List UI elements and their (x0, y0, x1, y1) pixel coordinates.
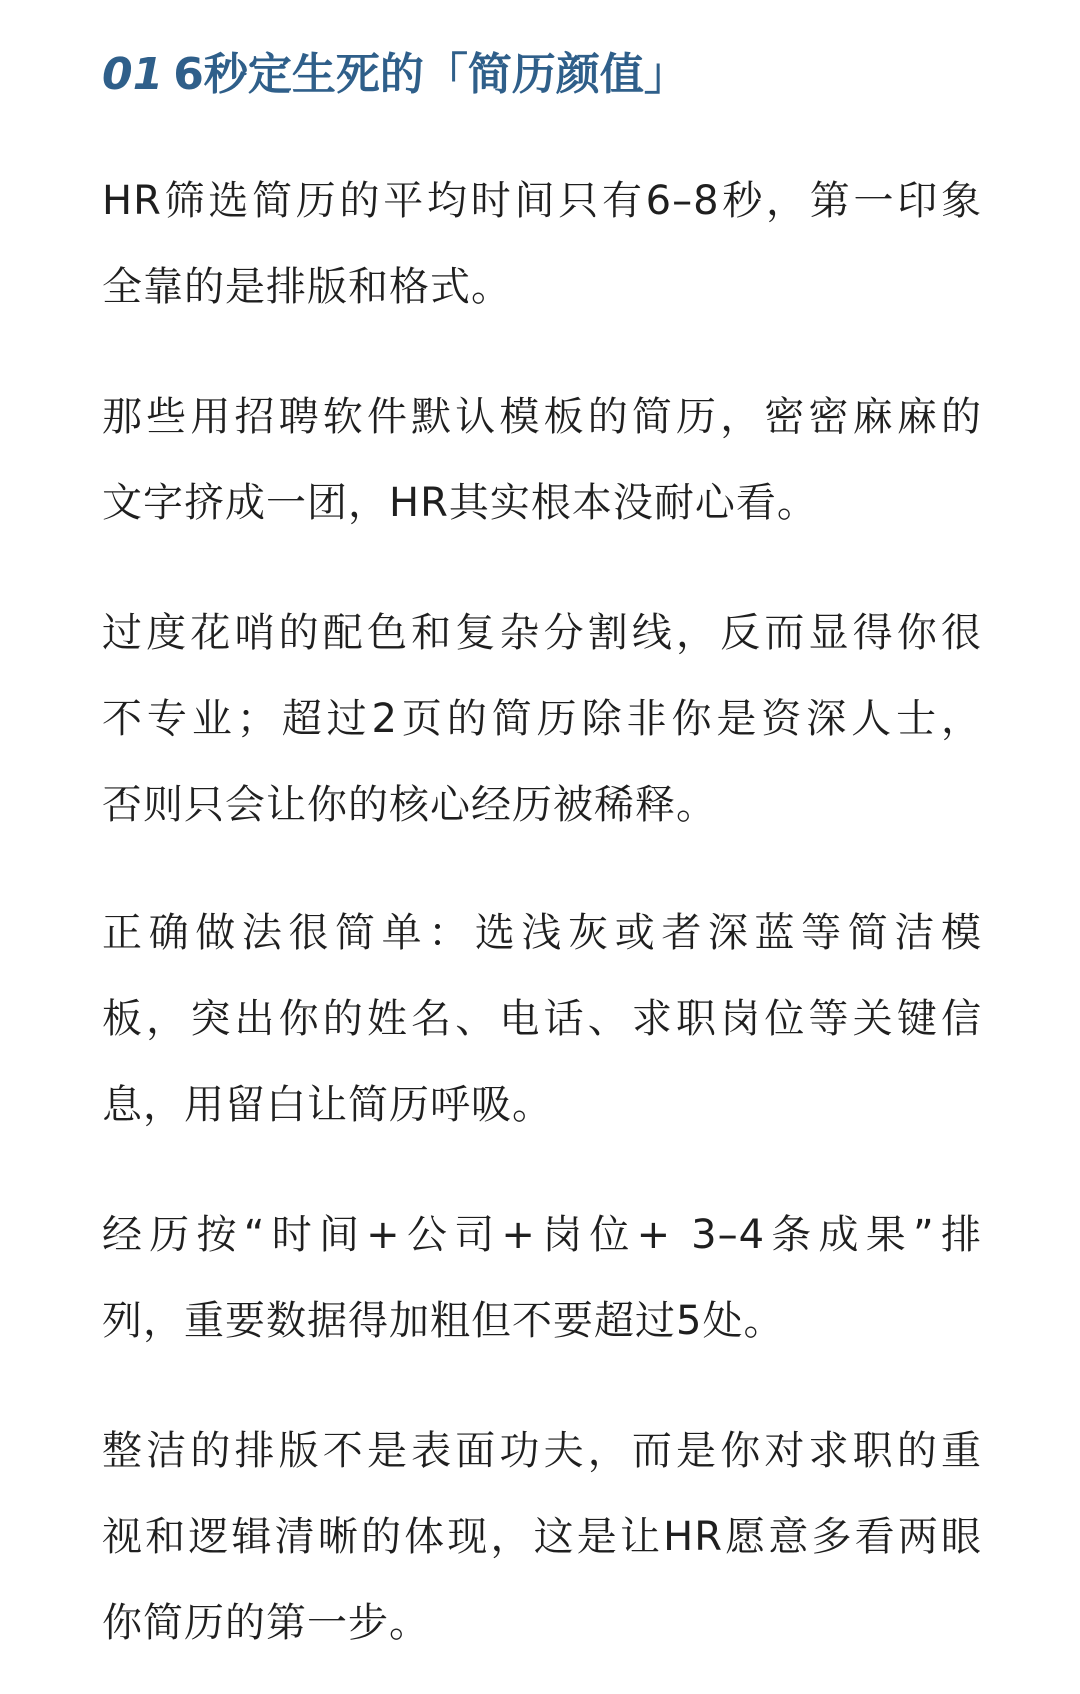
paragraph-line: 你简历的第一步。 (102, 1600, 430, 1646)
paragraph-line: 列，重要数据得加粗但不要超过5处。 (102, 1298, 785, 1344)
paragraph-line: 全靠的是排版和格式。 (102, 264, 512, 310)
paragraph-line: 不专业；超过2页的简历除非你是资深人士， (102, 696, 982, 742)
paragraph-5 (102, 1192, 982, 1364)
paragraph-4 (102, 890, 982, 1148)
paragraph-line: 板，突出你的姓名、电话、求职岗位等关键信 (102, 996, 982, 1042)
paragraph-6 (102, 1408, 982, 1666)
paragraph-line: 正确做法很简单：选浅灰或者深蓝等简洁模 (102, 910, 982, 956)
section-title: 6秒定生死的「简历颜值」 (173, 49, 688, 100)
section-number: 01 (102, 49, 164, 100)
paragraph-line: 过度花哨的配色和复杂分割线，反而显得你很 (102, 610, 982, 656)
paragraph-line: 视和逻辑清晰的体现，这是让HR愿意多看两眼 (102, 1514, 982, 1560)
paragraph-line: 整洁的排版不是表面功夫，而是你对求职的重 (102, 1428, 982, 1474)
paragraph-line: 经历按“时间+公司+岗位+ 3–4条成果”排 (102, 1212, 982, 1258)
paragraph-line: 否则只会让你的核心经历被稀释。 (102, 782, 717, 828)
paragraph-1 (102, 158, 982, 330)
paragraph-line: 那些用招聘软件默认模板的简历，密密麻麻的 (102, 394, 982, 440)
paragraph-3 (102, 590, 982, 848)
paragraph-line: 文字挤成一团，HR其实根本没耐心看。 (102, 480, 818, 526)
paragraph-line: HR筛选简历的平均时间只有6–8秒，第一印象 (102, 178, 982, 224)
paragraph-2 (102, 374, 982, 546)
section-heading (102, 45, 688, 105)
paragraph-line: 息，用留白让简历呼吸。 (102, 1082, 553, 1128)
